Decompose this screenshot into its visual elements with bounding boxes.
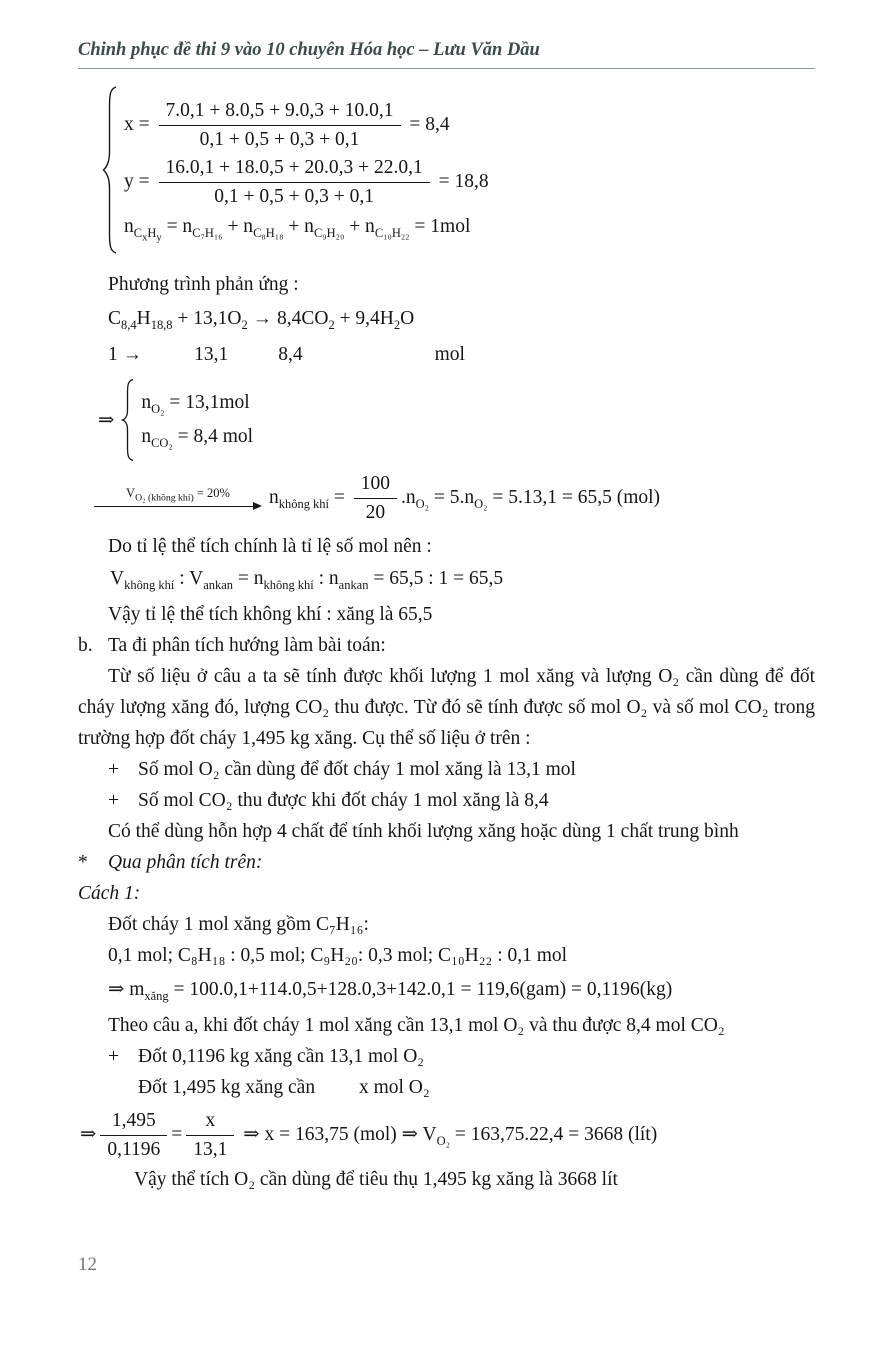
n-o2-line [141,388,253,418]
math-text: = 1mol [409,216,471,237]
denominator: 0,1 + 0,5 + 0,3 + 0,1 [214,186,374,207]
part-b-heading [78,630,815,661]
math-sub: O₂ [151,401,165,416]
volume-ratio-line [110,564,815,594]
plus-marker: + [108,1046,119,1067]
plus-marker: + [108,759,119,780]
fraction [354,472,397,525]
math-text: : V [174,568,204,589]
bullet-text: Số mol CO₂ thu được khi đốt cháy 1 mol xăng là 8,4 [138,790,549,811]
equation-x [124,99,489,152]
method-paragraph: Có thể dùng hỗn hợp 4 chất để tính khối lượng xăng hoặc dùng 1 chất trung bình [108,821,739,842]
math-text: = [328,486,350,508]
list-marker: b. [78,635,93,656]
bullet-o2 [78,754,815,785]
math-text: O [400,308,415,329]
math-sub: y [156,232,162,244]
curly-brace-icon [102,85,118,255]
implies-arrow: ⇒ [98,410,115,431]
math-sub: O₂ [436,1133,450,1148]
math-text: ⇒ [80,1123,97,1145]
math-text: + n [344,216,375,237]
conclusion-part-b: Vậy thể tích O₂ cần dùng để tiêu thụ 1,495 kg xăng là 3668 lít [134,1169,618,1190]
math-text: n [141,392,152,413]
math-text: + 9,4H [334,308,394,329]
math-text: = 8,4 [409,113,450,135]
math-sub: CO₂ [151,435,173,450]
math-text: n [124,216,134,237]
math-text: = 5.13,1 = 65,5 (mol) [487,486,661,508]
math-text: = n [233,568,264,589]
math-text: ⇒ x = 163,75 (mol) ⇒ V [238,1123,437,1145]
math-text: x = [124,113,150,135]
math-text: = 5.n [428,486,475,508]
math-text: = 20% [193,486,230,500]
chemical-equation [108,304,815,334]
math-text: n [141,426,152,447]
bullet-burn [78,1041,815,1072]
reaction-heading: Phương trình phản ứng : [108,274,299,295]
math-sub: C₉H₂₀ [313,225,345,240]
numerator: 16.0,1 + 18.0,5 + 20.0,3 + 22.0,1 [159,156,430,183]
labeled-reaction-arrow [94,486,262,511]
math-sub: 2 [328,317,335,332]
math-text: = n [161,216,193,237]
math-sub: O₂ [474,496,488,511]
math-text: n [269,486,279,508]
math-text: : n [313,568,339,589]
math-text: = 163,75.22,4 = 3668 (lít) [449,1123,658,1145]
math-text: V [126,486,136,500]
denominator: 0,1196 [107,1139,161,1160]
math-text: = 100.0,1+114.0,5+128.0,3+142.0,1 = 119,6(gam) = 0,1196(kg) [168,979,673,1000]
plus-marker: + [108,790,119,811]
star-note-text: Qua phân tích trên: [108,852,263,873]
math-text: H [147,225,157,240]
part-b-text: Ta đi phân tích hướng làm bài toán: [108,635,386,656]
math-sub: O₂ (không khí) [135,492,194,504]
math-sub: ankan [338,577,369,592]
running-head: Chinh phục đề thi 9 vào 10 chuyên Hóa học – Lưu Văn Dầu [78,40,540,60]
math-text: 13,1 [194,344,229,365]
denominator: 20 [365,502,386,523]
math-sub: x [142,232,148,244]
page-content [78,85,815,1195]
mol-list: 0,1 mol; C₈H₁₈ : 0,5 mol; C₉H₂₀: 0,3 mol; C₁₀H₂₂ : 0,1 mol [108,945,568,966]
curly-brace-icon [102,85,118,255]
math-text: = 65,5 : 1 = 65,5 [368,568,504,589]
math-text: .n [400,486,416,508]
system-lines [124,99,489,244]
mole-ratio-line [108,340,815,370]
method-1-heading: Cách 1: [78,883,141,904]
result-system [98,378,815,462]
bullet-text: Số mol O₂ cần dùng để đốt cháy 1 mol xăng là 13,1 mol [138,759,576,780]
math-text: = 8,4 mol [172,426,254,447]
n-co2-line [141,422,253,452]
math-sub: không khí [278,496,329,511]
math-sub: C₁₀H₂₂ [374,225,410,240]
math-text: ⇒ m [108,979,145,1000]
math-sub: ankan [203,577,234,592]
math-sub: xăng [144,988,169,1003]
star-note [78,847,815,878]
recall-paragraph: Theo câu a, khi đốt cháy 1 mol xăng cần 13,1 mol O₂ và thu được 8,4 mol CO₂ [108,1015,725,1036]
equation-n-total [124,213,489,244]
arrow-condition-label [126,486,230,504]
math-text: 1 → [108,344,143,365]
numerator: 7.0,1 + 8.0,5 + 9.0,3 + 10.0,1 [159,99,401,126]
analysis-paragraph: Từ số liệu ở câu a ta sẽ tính được khối lượng 1 mol xăng và lượng O₂ cần dùng để đốt cháy lượng xăng đó, lượng CO₂ thu được. Từ đó sẽ tính được số mol O₂ và số mol CO₂ trong trường hợp đốt cháy 1,495 kg xăng. Cụ thể số liệu ở trên : [78,666,815,749]
numerator: 100 [354,472,397,499]
math-text: y = [124,170,150,192]
burn-1495-line: Đốt 1,495 kg xăng cần x mol O₂ [138,1077,430,1098]
denominator: 0,1 + 0,5 + 0,3 + 0,1 [199,129,360,150]
system-lines [141,388,253,452]
math-text: → 8,4CO [247,308,329,329]
fraction [100,1109,167,1162]
math-text: = 18,8 [438,170,489,192]
math-sub: 2 [241,317,248,332]
air-volume-line [94,472,815,525]
math-text: + n [222,216,254,237]
fraction [159,156,430,209]
denominator: 13,1 [193,1139,228,1160]
math-text: C [133,225,143,240]
math-sub: 2 [393,317,401,332]
fraction [159,99,401,152]
bullet-text: Đốt 0,1196 kg xăng cần 13,1 mol O₂ [138,1046,425,1067]
asterisk-marker: * [78,852,88,873]
curly-brace-icon [121,378,135,462]
page-number: 12 [78,1254,97,1275]
math-text: H [136,308,151,329]
burn-intro: Đốt cháy 1 mol xăng gồm C₇H₁₆: [108,914,369,935]
math-sub: C₈H₁₈ [253,225,284,240]
gasoline-mass-line [108,975,815,1005]
final-proportion [80,1109,815,1162]
page-header [78,40,815,69]
conclusion-part-a: Vậy tỉ lệ thể tích không khí : xăng là 65,5 [108,604,433,625]
math-text: + 13,1O [172,308,242,329]
numerator: 1,495 [100,1109,167,1136]
mol-ratio-note: Do tỉ lệ thể tích chính là tỉ lệ số mol nên : [108,536,432,557]
math-sub: không khí [124,577,175,592]
math-sub [133,225,162,244]
bullet-co2 [78,785,815,816]
math-text: = 13,1mol [164,392,250,413]
fraction [186,1109,234,1162]
math-text: = [171,1123,183,1145]
equation-y [124,156,489,209]
curly-brace-icon [121,378,135,462]
math-text: 8,4 [278,344,303,365]
math-text: V [110,568,125,589]
math-sub: 18,8 [150,317,173,332]
math-text: + n [283,216,314,237]
math-sub: 8,4 [121,317,137,332]
math-sub: O₂ [415,496,429,511]
math-sub: không khí [263,577,314,592]
right-arrow-icon [94,502,262,511]
math-text: C [108,308,122,329]
equation-system-xy [102,85,815,255]
math-text: mol [434,344,465,365]
math-sub: C₇H₁₆ [192,225,223,240]
numerator: x [186,1109,234,1136]
